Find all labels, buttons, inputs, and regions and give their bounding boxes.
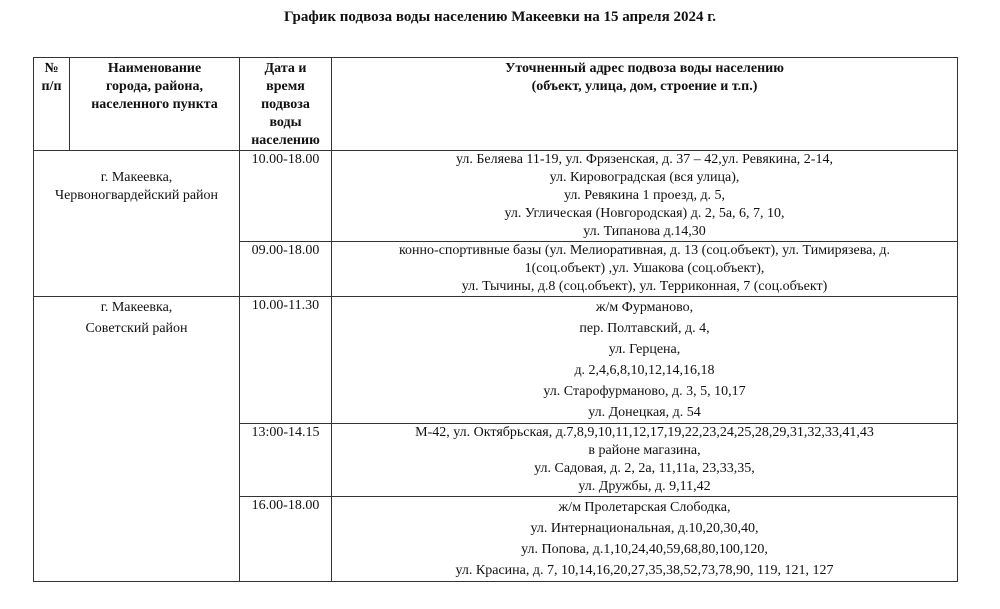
district-cell: г. Макеевка, Червоногвардейский район	[34, 151, 240, 297]
table-row	[34, 151, 958, 242]
time-cell: 10.00-11.30	[240, 297, 332, 424]
table-row	[34, 297, 958, 424]
time-cell: 16.00-18.00	[240, 497, 332, 582]
time-cell: 13:00-14.15	[240, 424, 332, 497]
header-time: Дата и время подвоза воды населению	[240, 58, 332, 151]
district-cell: г. Макеевка, Советский район	[34, 297, 240, 582]
header-number: № п/п	[34, 58, 70, 151]
address-cell: ул. Беляева 11-19, ул. Фрязенская, д. 37 – 42,ул. Ревякина, 2-14, ул. Кировоградская (вся улица), ул. Ревякина 1 проезд, д. 5, ул. Углическая (Новгородская) д. 2, 5а, 6, 7, 10, ул. Типанова д.14,30	[332, 151, 958, 242]
schedule-table	[33, 57, 958, 582]
time-cell: 09.00-18.00	[240, 242, 332, 297]
time-cell: 10.00-18.00	[240, 151, 332, 242]
address-cell: конно-спортивные базы (ул. Мелиоративная, д. 13 (соц.объект), ул. Тимирязева, д. 1(соц.объект) ,ул. Ушакова (соц.объект), ул. Тычины, д.8 (соц.объект), ул. Терриконная, 7 (соц.объект)	[332, 242, 958, 297]
header-address: Уточненный адрес подвоза воды населению (объект, улица, дом, строение и т.п.)	[332, 58, 958, 151]
header-name: Наименование города, района, населенного пункта	[70, 58, 240, 151]
address-cell: ж/м Пролетарская Слободка, ул. Интернациональная, д.10,20,30,40, ул. Попова, д.1,10,24,40,59,68,80,100,120, ул. Красина, д. 7, 10,14,16,20,27,35,38,52,73,78,90, 119, 121, 127	[332, 497, 958, 582]
table-header-row	[34, 58, 958, 151]
address-cell: М-42, ул. Октябрьская, д.7,8,9,10,11,12,17,19,22,23,24,25,28,29,31,32,33,41,43 в районе магазина, ул. Садовая, д. 2, 2а, 11,11а, 23,33,35, ул. Дружбы, д. 9,11,42	[332, 424, 958, 497]
address-cell: ж/м Фурманово, пер. Полтавский, д. 4, ул. Герцена, д. 2,4,6,8,10,12,14,16,18 ул. Старофурманово, д. 3, 5, 10,17 ул. Донецкая, д. 54	[332, 297, 958, 424]
document-title: График подвоза воды населению Макеевки на 15 апреля 2024 г.	[283, 9, 717, 25]
